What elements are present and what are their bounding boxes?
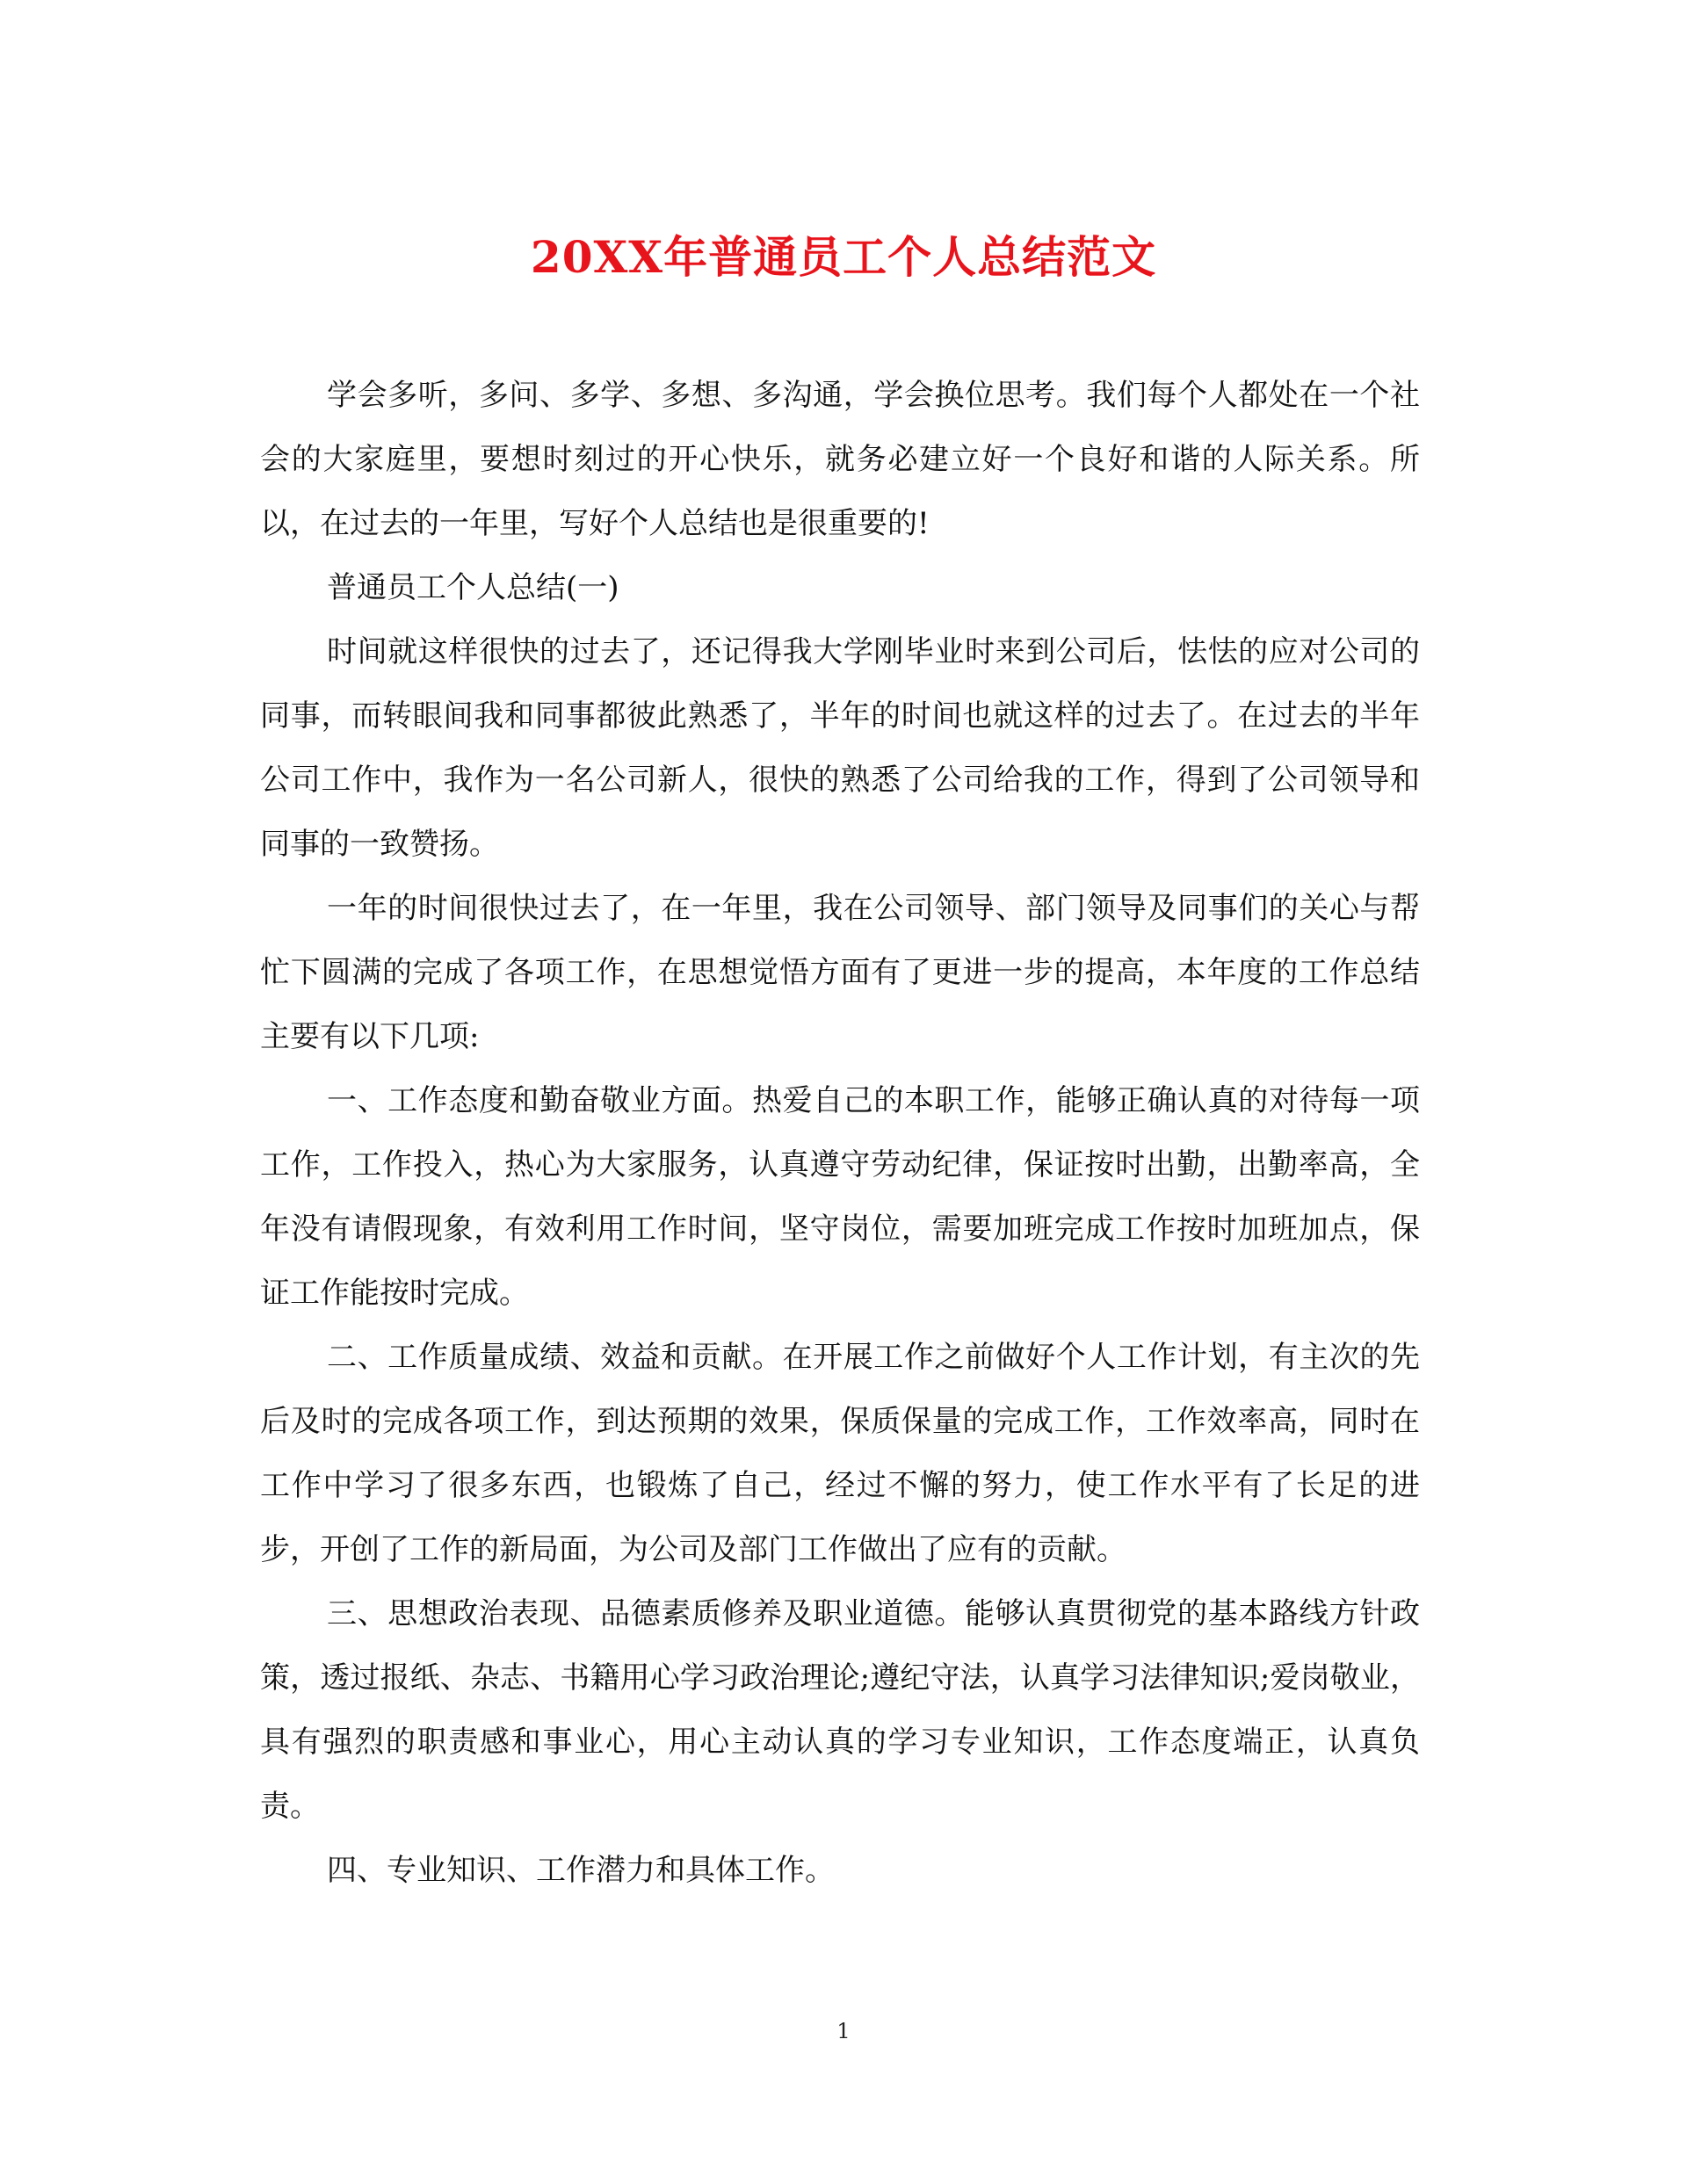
body-paragraph: 四、专业知识、工作潜力和具体工作。 [327, 1853, 835, 1888]
section-heading: 普通员工个人总结(一) [327, 570, 619, 605]
body-paragraph: 时间就这样很快的过去了，还记得我大学刚毕业时来到公司后，怯怯的应对公司的同事，而转眼间我和同事都彼此熟悉了，半年的时间也就这样的过去了。在过去的半年公司工作中，我作为一名公司新人，很快的熟悉了公司给我的工作，得到了公司领导和同事的一致赞扬。 [260, 634, 1420, 862]
intro-paragraph: 学会多听，多问、多学、多想、多沟通，学会换位思考。我们每个人都处在一个社会的大家庭里，要想时刻过的开心快乐，就务必建立好一个良好和谐的人际关系。所以，在过去的一年里，写好个人总结也是很重要的! [260, 378, 1420, 541]
body-paragraph: 三、思想政治表现、品德素质修养及职业道德。能够认真贯彻党的基本路线方针政策，透过报纸、杂志、书籍用心学习政治理论;遵纪守法，认真学习法律知识;爱岗敬业，具有强烈的职责感和事业心，用心主动认真的学习专业知识，工作态度端正，认真负责。 [260, 1596, 1420, 1824]
body-paragraph: 一年的时间很快过去了，在一年里，我在公司领导、部门领导及同事们的关心与帮忙下圆满的完成了各项工作，在思想觉悟方面有了更进一步的提高，本年度的工作总结主要有以下几项: [260, 891, 1420, 1054]
body-paragraph: 一、工作态度和勤奋敬业方面。热爱自己的本职工作，能够正确认真的对待每一项工作，工作投入，热心为大家服务，认真遵守劳动纪律，保证按时出勤，出勤率高，全年没有请假现象，有效利用工作时间，坚守岗位，需要加班完成工作按时加班加点，保证工作能按时完成。 [260, 1083, 1420, 1311]
body-paragraph: 二、工作质量成绩、效益和贡献。在开展工作之前做好个人工作计划，有主次的先后及时的完成各项工作，到达预期的效果，保质保量的完成工作，工作效率高，同时在工作中学习了很多东西，也锻炼了自己，经过不懈的努力，使工作水平有了长足的进步，开创了工作的新局面，为公司及部门工作做出了应有的贡献。 [260, 1340, 1420, 1567]
document-body [260, 364, 1420, 1903]
page-number: 1 [836, 2019, 851, 2043]
document-title: 20XX年普通员工个人总结范文 [530, 231, 1157, 283]
